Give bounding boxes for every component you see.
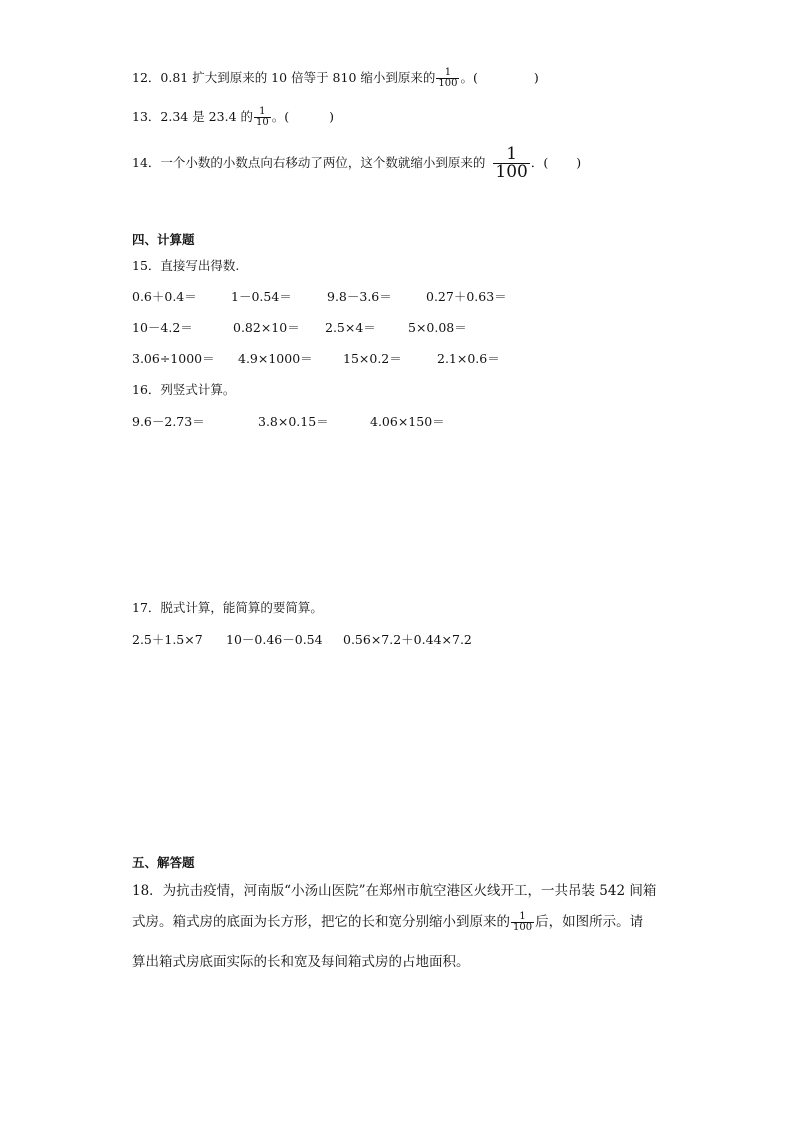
- fraction: [254, 107, 271, 128]
- question-13: [132, 107, 334, 128]
- question-16-title: 16．列竖式计算。: [132, 382, 236, 397]
- fraction: [511, 912, 534, 933]
- equation: 15×0.2＝: [343, 351, 402, 366]
- fraction-numerator: 1: [444, 67, 452, 78]
- equation: 0.27＋0.63＝: [426, 289, 507, 304]
- equation: 0.82×10＝: [233, 320, 300, 335]
- fraction-numerator: 1: [259, 106, 266, 117]
- answer-paren-open: 。(: [460, 70, 478, 85]
- equation: 3.06÷1000＝: [132, 351, 215, 366]
- answer-paren-close: ): [329, 109, 335, 124]
- equation: 1－0.54＝: [231, 289, 292, 304]
- expression: 0.56×7.2＋0.44×7.2: [343, 632, 472, 647]
- question-12: [132, 68, 539, 89]
- equation: 9.6－2.73＝: [132, 414, 205, 429]
- expression: 10－0.46－0.54: [226, 632, 323, 647]
- equation: 4.9×1000＝: [238, 351, 313, 366]
- question-18-line-2: [132, 910, 643, 933]
- question-18-line-1: 18．为抗击疫情，河南版“小汤山医院”在郑州市航空港区火线开工，一共吊装 542 间箱: [132, 883, 657, 899]
- equation: 3.8×0.15＝: [258, 414, 329, 429]
- answer-paren-close: ): [533, 70, 539, 85]
- section-heading: 五、解答题: [132, 855, 195, 870]
- question-18-line-3: 算出箱式房底面实际的长和宽及每间箱式房的占地面积。: [132, 954, 470, 970]
- fraction-numerator: 1: [519, 911, 526, 922]
- equation: 4.06×150＝: [370, 414, 445, 429]
- question-18-text: 式房。箱式房的底面为长方形，把它的长和宽分别缩小到原来的: [132, 914, 510, 930]
- fraction: [493, 146, 529, 181]
- section-heading: 四、计算题: [132, 232, 195, 247]
- question-13-text: 13．2.34 是 23.4 的: [132, 109, 253, 124]
- answer-paren-open: 。(: [271, 109, 290, 124]
- question-18-text: 后，如图所示。请: [535, 914, 644, 930]
- fraction-denominator: 100: [513, 922, 533, 933]
- fraction-numerator: 1: [506, 144, 518, 164]
- question-14: [132, 146, 581, 181]
- expression: 2.5＋1.5×7: [132, 632, 203, 647]
- question-15-title: 15．直接写出得数.: [132, 258, 240, 273]
- equation: 9.8－3.6＝: [327, 289, 392, 304]
- fraction-denominator: 100: [495, 162, 528, 182]
- fraction-denominator: 100: [438, 78, 458, 89]
- answer-paren-close: ): [576, 155, 582, 170]
- fraction-denominator: 10: [256, 117, 269, 128]
- equation: 10－4.2＝: [132, 320, 193, 335]
- equation: 5×0.08＝: [408, 320, 467, 335]
- question-14-text: 14．一个小数的小数点向右移动了两位，这个数就缩小到原来的: [132, 155, 486, 170]
- fraction: [436, 68, 459, 89]
- question-17-title: 17．脱式计算，能简算的要简算。: [132, 600, 323, 615]
- equation: 0.6＋0.4＝: [132, 289, 197, 304]
- equation: 2.1×0.6＝: [437, 351, 500, 366]
- question-12-text: 12．0.81 扩大到原来的 10 倍等于 810 缩小到原来的: [132, 70, 436, 85]
- equation: 2.5×4＝: [325, 320, 376, 335]
- answer-paren-open: ．(: [530, 155, 549, 170]
